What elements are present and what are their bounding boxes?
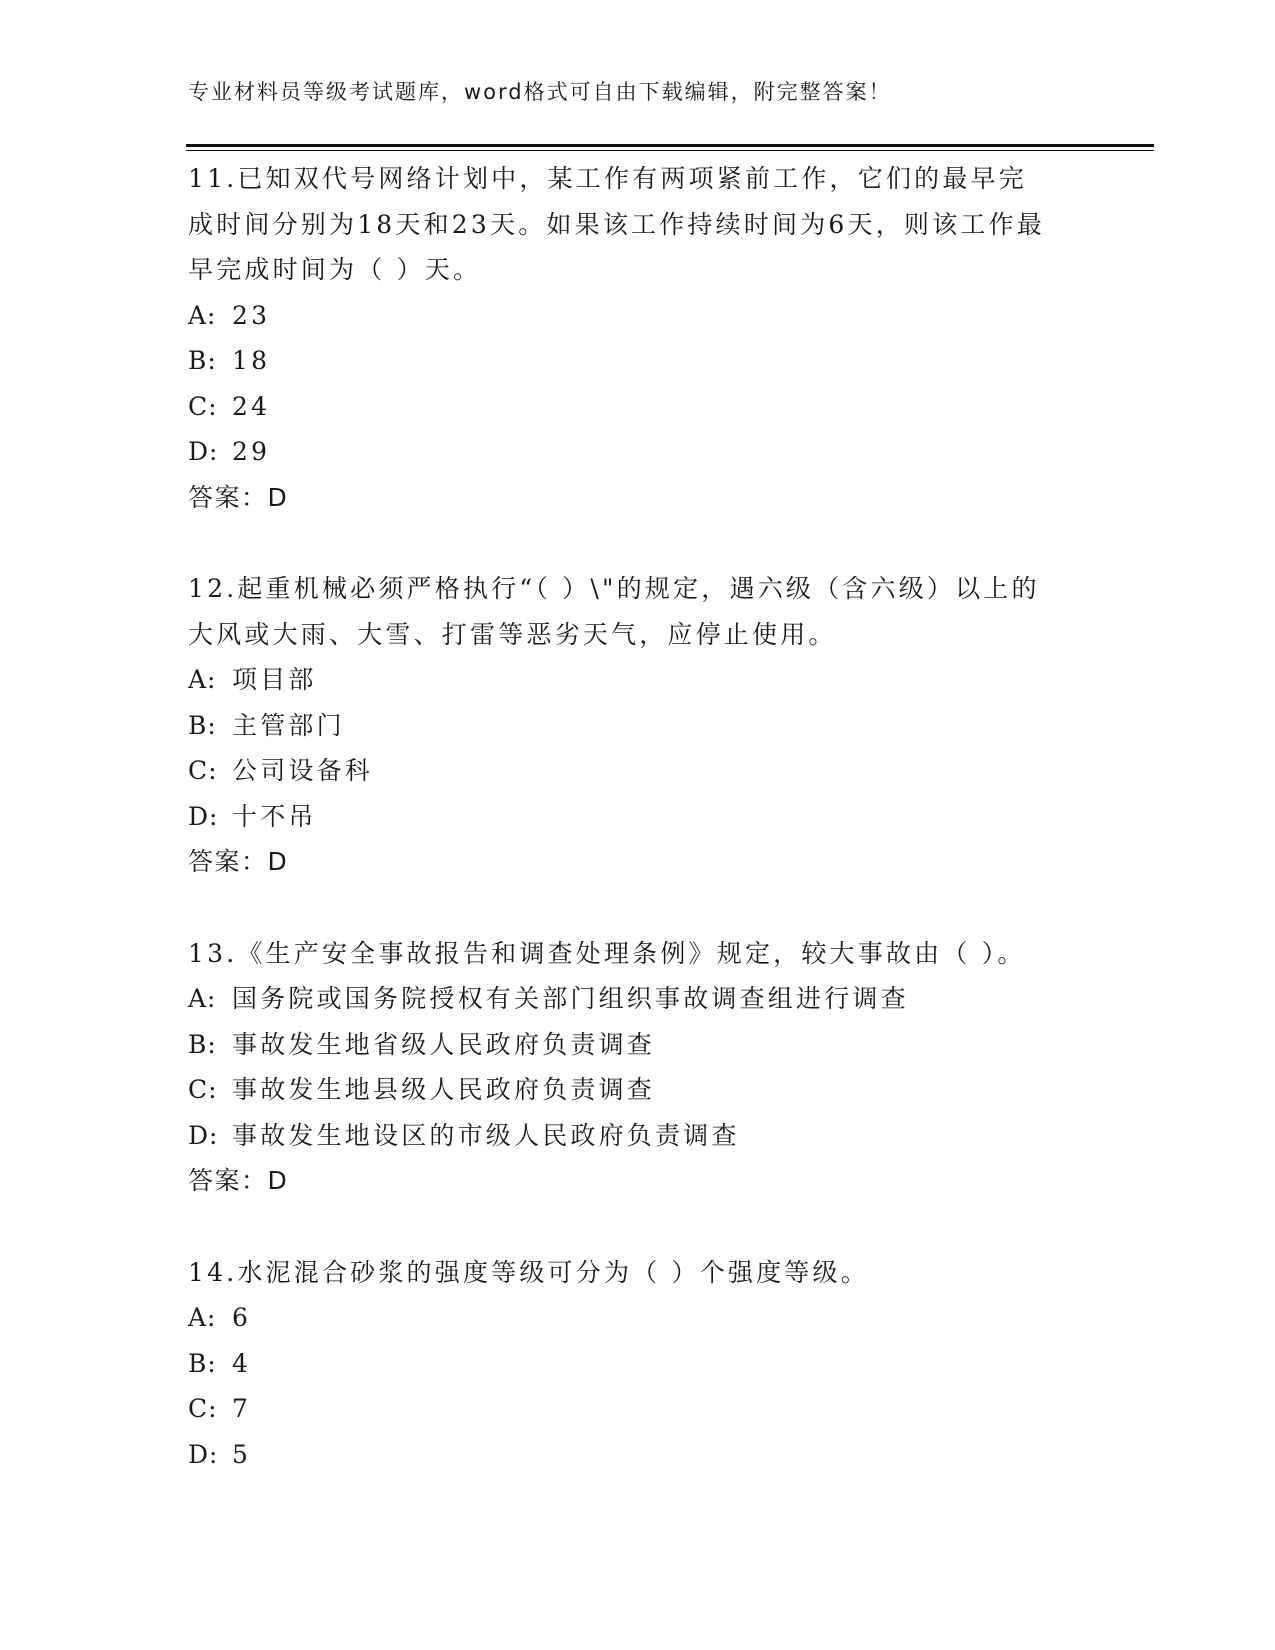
option-a (188, 657, 1088, 703)
option-text: 项目部 (232, 665, 317, 694)
option-key: B: (188, 710, 217, 740)
option-key: D: (188, 801, 219, 831)
option-text: 4 (232, 1348, 252, 1378)
option-key: C: (188, 756, 218, 785)
option-a (188, 976, 1088, 1022)
option-b (188, 338, 1088, 384)
option-c (188, 384, 1088, 430)
option-text: 24 (232, 391, 271, 421)
option-text: 事故发生地县级人民政府负责调查 (232, 1075, 656, 1104)
option-text: 公司设备科 (232, 756, 374, 785)
header-rule-thin (186, 150, 1154, 151)
option-key: B: (188, 346, 217, 375)
option-c (188, 1386, 1088, 1432)
option-text: 23 (232, 300, 271, 330)
option-text: 18 (232, 346, 271, 375)
option-key: D: (188, 1439, 219, 1469)
option-c (188, 1067, 1088, 1113)
option-b (188, 1341, 1088, 1387)
option-d (188, 429, 1088, 475)
question-stem: 13.《生产安全事故报告和调查处理条例》规定，较大事故由（ ）。 (188, 938, 1026, 968)
option-key: D: (188, 1120, 219, 1150)
option-key: A: (188, 665, 217, 694)
header-rule-thick (186, 144, 1154, 147)
question-stem: 14.水泥混合砂浆的强度等级可分为（ ）个强度等级。 (188, 1257, 869, 1287)
option-c (188, 748, 1088, 794)
option-text: 6 (232, 1303, 252, 1332)
answer: 答案：D (188, 1166, 289, 1195)
option-key: A: (188, 1303, 217, 1332)
option-text: 7 (232, 1394, 252, 1423)
question-stem: 11.已知双代号网络计划中，某工作有两项紧前工作，它们的最早完成时间分别为18天和23天。如果该工作持续时间为6天，则该工作最早完成时间为（ ）天。 (188, 164, 1045, 284)
option-key: D: (188, 437, 219, 466)
question-list (188, 156, 1088, 1477)
option-text: 事故发生地省级人民政府负责调查 (232, 1029, 656, 1059)
option-key: B: (188, 1029, 217, 1059)
option-text: 5 (232, 1439, 252, 1469)
option-a (188, 293, 1088, 339)
answer: 答案：D (188, 482, 289, 512)
option-text: 主管部门 (232, 710, 345, 740)
option-key: A: (188, 984, 217, 1013)
option-d (188, 1113, 1088, 1159)
option-key: C: (188, 1394, 218, 1423)
option-text: 十不吊 (232, 801, 317, 831)
option-key: C: (188, 1075, 218, 1104)
option-text: 29 (232, 437, 271, 466)
option-d (188, 1432, 1088, 1478)
option-key: A: (188, 300, 217, 330)
question-12 (188, 566, 1088, 885)
question-14 (188, 1250, 1088, 1478)
option-key: C: (188, 391, 218, 421)
question-stem: 12.起重机械必须严格执行“（ ）\"的规定，遇六级（含六级）以上的大风或大雨、大雪、打雷等恶劣天气，应停止使用。 (188, 574, 1040, 649)
option-text: 事故发生地设区的市级人民政府负责调查 (232, 1120, 740, 1150)
option-d (188, 794, 1088, 840)
question-13 (188, 931, 1088, 1204)
option-text: 国务院或国务院授权有关部门组织事故调查组进行调查 (232, 984, 909, 1013)
answer: 答案：D (188, 847, 289, 876)
question-11 (188, 156, 1088, 520)
page-header: 专业材料员等级考试题库，word格式可自由下载编辑，附完整答案！ (188, 80, 892, 104)
option-b (188, 703, 1088, 749)
option-a (188, 1295, 1088, 1341)
option-b (188, 1022, 1088, 1068)
option-key: B: (188, 1348, 217, 1378)
